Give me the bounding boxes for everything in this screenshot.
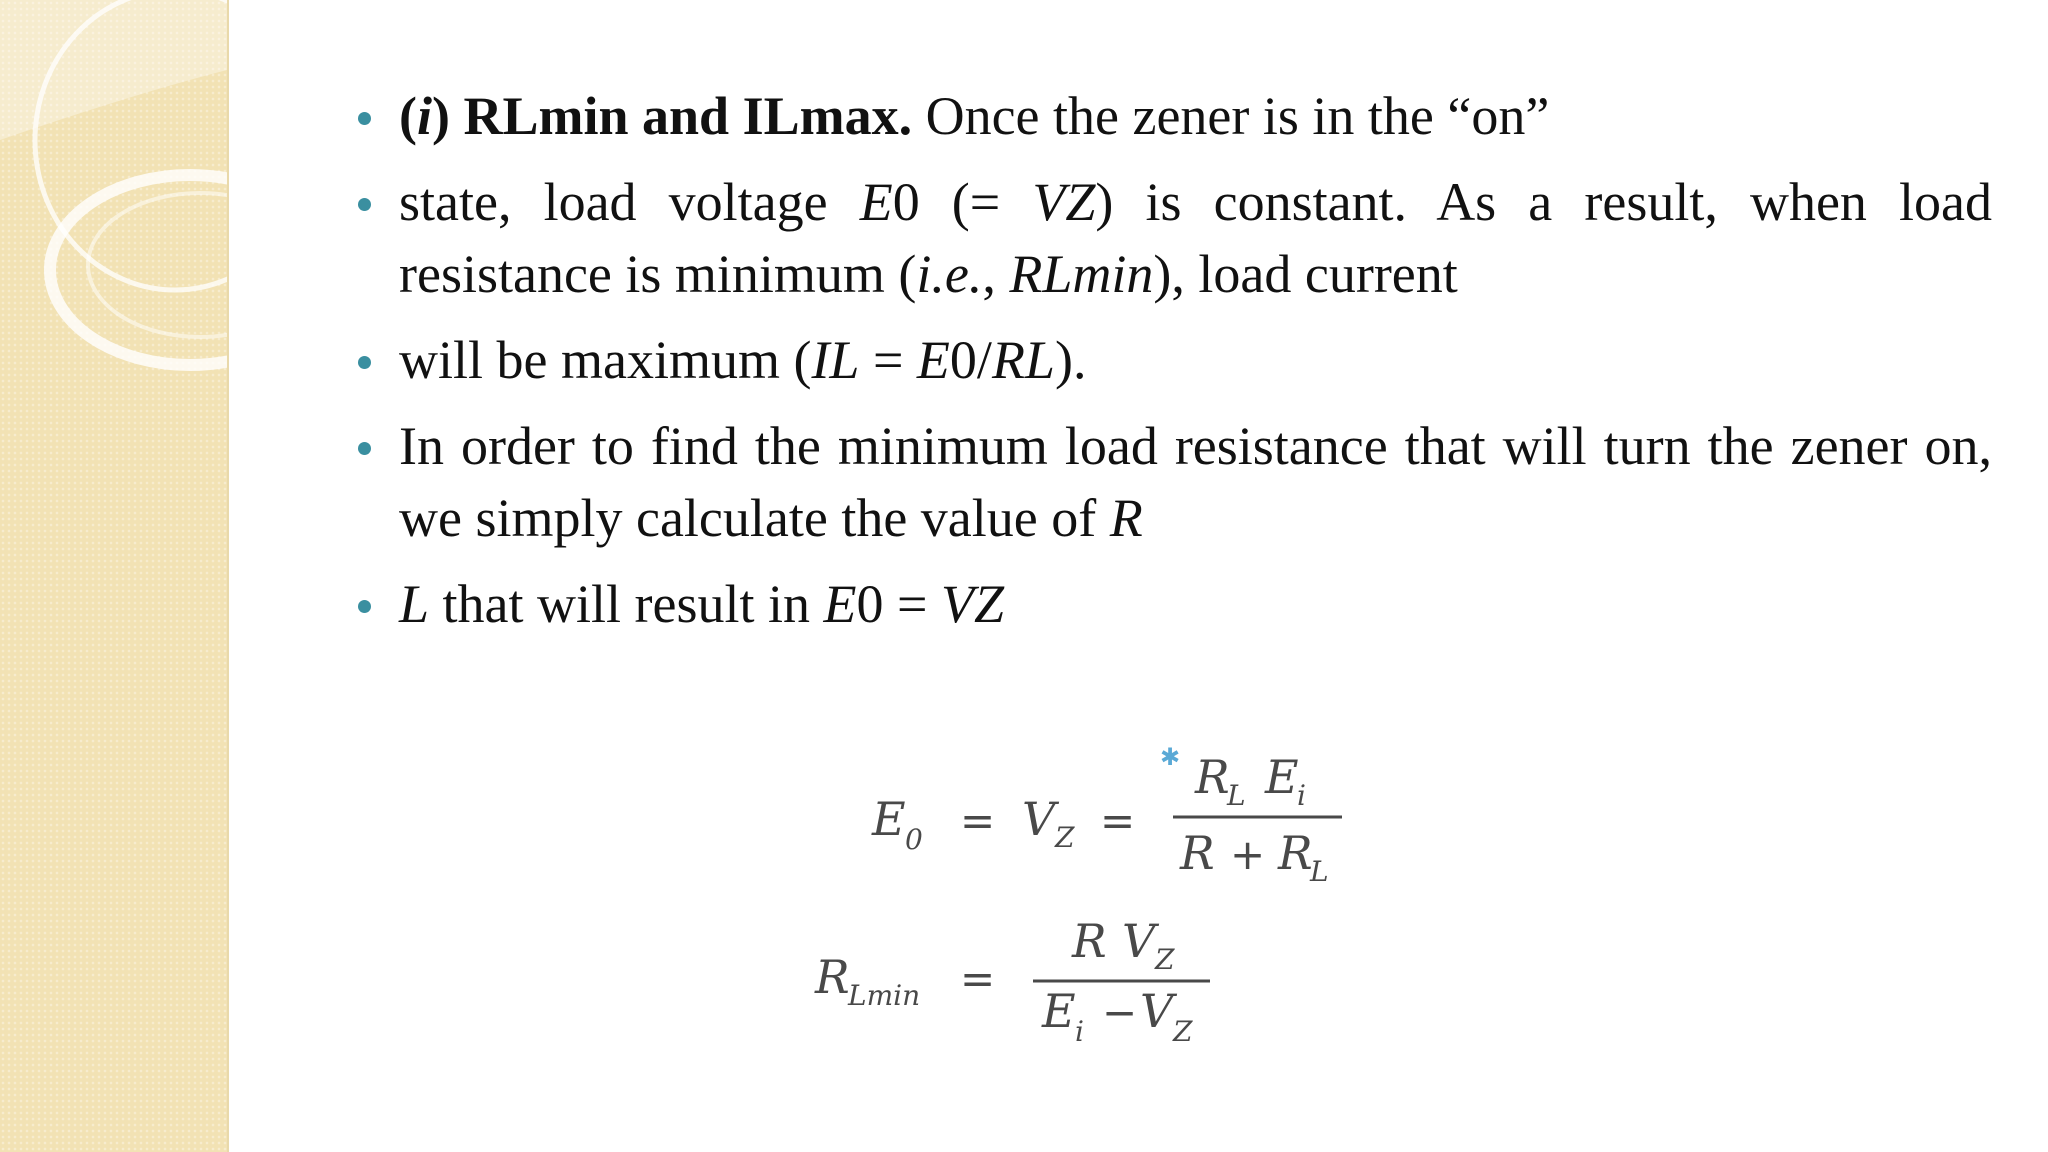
- eq1-den-b: R: [1278, 826, 1313, 880]
- bullet-text-part: that will result in: [429, 574, 824, 634]
- bullet-text-part: ,: [982, 244, 1010, 304]
- bullet-text-part: 0/: [949, 330, 992, 390]
- zener-equations: [800, 735, 1360, 1065]
- bullet-dot-icon: [358, 112, 371, 125]
- bullet-item: [352, 166, 1992, 310]
- bullet-item: [352, 80, 1992, 152]
- bullet-text-part: R: [1109, 488, 1143, 548]
- eq1-lhs-sub: 0: [905, 823, 923, 856]
- eq1-den-a: R: [1180, 826, 1215, 880]
- bullet-text-part: IL: [811, 330, 860, 390]
- bullet-text-part: ), load current: [1153, 244, 1458, 304]
- eq1-num-a-sub: L: [1227, 779, 1246, 812]
- eq1-num-b-sub: i: [1297, 779, 1306, 812]
- bullet-text-part: state, load voltage: [399, 172, 860, 232]
- bullet-item: [352, 410, 1992, 554]
- bullet-text-part: =: [859, 330, 917, 390]
- eq1-equals-2: =: [1100, 796, 1136, 845]
- eq2-lhs: R: [815, 950, 850, 1004]
- bullet-text-part: E: [916, 330, 950, 390]
- eq2-den-b-sub: Z: [1173, 1015, 1193, 1048]
- eq1-mid-sub: Z: [1055, 821, 1075, 854]
- equation-1: [871, 743, 1342, 888]
- decorative-rings: [0, 0, 227, 1152]
- eq2-den-a-sub: i: [1075, 1015, 1084, 1048]
- bullet-item: [352, 324, 1992, 396]
- decorative-side-band: [0, 0, 229, 1152]
- eq2-lhs-sub: Lmin: [848, 979, 921, 1012]
- bullet-list: [352, 80, 1992, 654]
- eq1-den-plus: +: [1230, 830, 1266, 879]
- bullet-text-part: VZ: [940, 574, 1004, 634]
- eq2-num-b: V: [1122, 914, 1156, 968]
- eq2-den-minus: −: [1102, 988, 1138, 1037]
- bullet-text-part: E: [859, 172, 893, 232]
- bullet-text-part: 0 (=: [892, 172, 1033, 232]
- eq2-num-a: R: [1072, 914, 1107, 968]
- bullet-item: [352, 568, 1992, 640]
- bullet-text-part: VZ: [1032, 172, 1096, 232]
- sparkle-icon: ✱: [1160, 743, 1181, 771]
- eq2-num-b-sub: Z: [1155, 943, 1175, 976]
- bullet-text-part: L: [399, 574, 430, 634]
- equation-2: [814, 914, 1210, 1048]
- eq2-den-a: E: [1042, 984, 1076, 1038]
- bullet-text-part: 0 =: [856, 574, 941, 634]
- bullet-text-part: ).: [1054, 330, 1087, 390]
- eq1-mid: V: [1022, 792, 1056, 846]
- bullet-dot-icon: [358, 356, 371, 369]
- bullet-text-part: RLmin: [1009, 244, 1154, 304]
- bullet-text-part: will be maximum (: [399, 330, 812, 390]
- bullet-dot-icon: [358, 442, 371, 455]
- bullet-text-part: E: [823, 574, 857, 634]
- bullet-text-part: ) is constant. As a result, when load resistance is minimum (: [399, 172, 1993, 304]
- eq1-den-b-sub: L: [1310, 855, 1329, 888]
- bullet-text-part: RL: [991, 330, 1055, 390]
- eq2-equals: =: [960, 954, 996, 1003]
- eq1-num-a: R: [1195, 750, 1230, 804]
- bullet-text-part: (: [399, 86, 417, 146]
- eq1-lhs: E: [872, 792, 906, 846]
- eq1-num-b: E: [1265, 750, 1299, 804]
- bullet-text-part: ) RLmin and ILmax.: [432, 86, 913, 146]
- bullet-text-part: i.e.: [916, 244, 983, 304]
- bullet-dot-icon: [358, 198, 371, 211]
- bullet-dot-icon: [358, 600, 371, 613]
- bullet-text-part: Once the zener is in the “on”: [912, 86, 1550, 146]
- eq2-den-b: V: [1140, 984, 1174, 1038]
- bullet-text-part: i: [416, 86, 432, 146]
- eq1-equals-1: =: [960, 796, 996, 845]
- bullet-text-part: In order to find the minimum load resistance that will turn the zener on, we simply calculate the value of: [399, 416, 1992, 548]
